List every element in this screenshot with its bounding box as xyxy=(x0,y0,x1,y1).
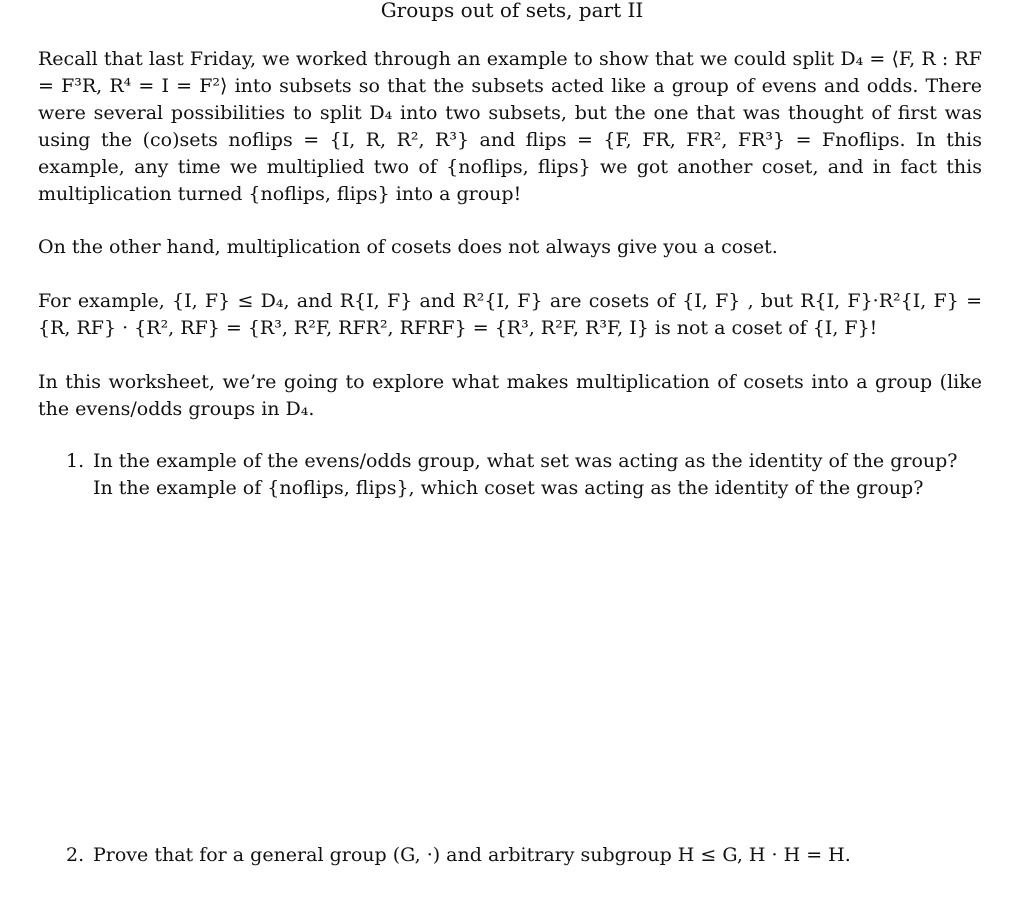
page-title: Groups out of sets, part II xyxy=(380,0,644,22)
paragraph-intro: Recall that last Friday, we worked through an example to show that we could split D₄ = ⟨F, R : RF = F³R, R⁴ = I = F²⟩ into subsets so that the subsets acted like a group of evens and odds. There were several possibilities to split D₄ into two subsets, but the one that was thought of first was using the (co)sets noflips = {I, R, R², R³} and flips = {F, FR, FR², FR³} = Fnoflips. In this example, any time we multiplied two of {noflips, flips} we got another coset, and in fact this multiplication turned {noflips, flips} into a group! xyxy=(38,48,982,205)
question-number: 1. xyxy=(66,450,85,472)
question-number: 2. xyxy=(66,844,85,866)
paragraph-example: For example, {I, F} ≤ D₄, and R{I, F} and R²{I, F} are cosets of {I, F} , but R{I, F}·R²{I, F} = {R, RF} · {R², RF} = {R³, R²F, RFR², RFRF} = {R³, R²F, R³F, I} is not a coset of {I, F}! xyxy=(38,290,982,339)
question-text: In the example of the evens/odds group, what set was acting as the identity of the group? In the example of {noflips, flips}, which coset was acting as the identity of the group? xyxy=(93,450,958,499)
question-1 xyxy=(66,448,980,502)
question-text: Prove that for a general group (G, ·) and arbitrary subgroup H ≤ G, H · H = H. xyxy=(93,844,851,866)
paragraph-coset-note: On the other hand, multiplication of cosets does not always give you a coset. xyxy=(38,236,778,258)
question-2 xyxy=(66,842,980,869)
paragraph-worksheet-goal: In this worksheet, we’re going to explore what makes multiplication of cosets into a group (like the evens/odds groups in D₄. xyxy=(38,371,982,420)
